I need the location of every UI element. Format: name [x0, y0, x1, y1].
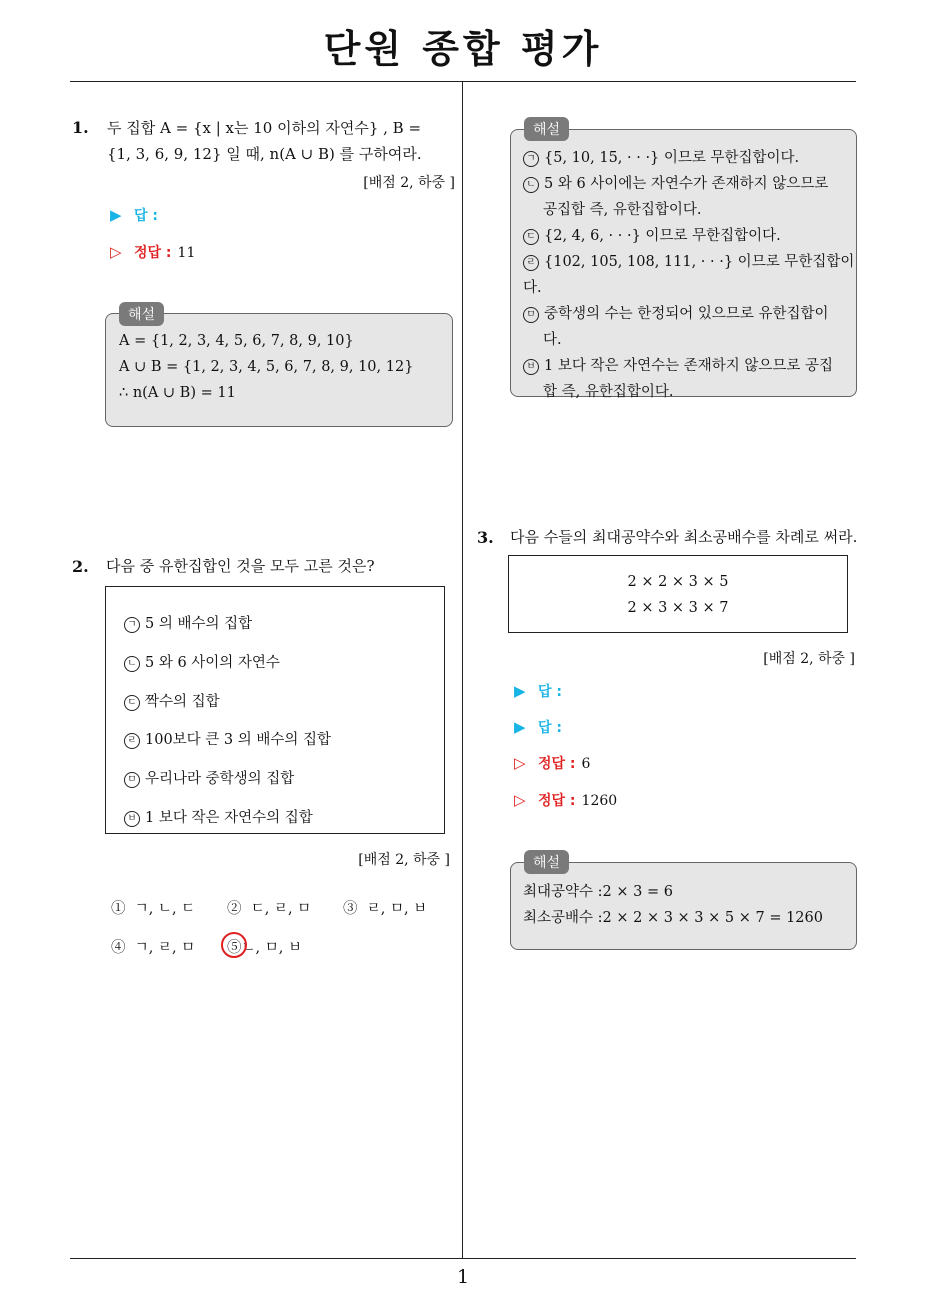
- q1-text-line1: 두 집합 A = {x | x는 10 이하의 자연수} , B =: [107, 119, 422, 137]
- q2-solution-line: 합 즉, 유한집합이다.: [543, 384, 674, 400]
- q2-solution-line: ㅂ 1 보다 작은 자연수는 존재하지 않으므로 공집: [523, 353, 856, 379]
- selected-choice-circle-icon: [221, 932, 247, 958]
- q2-solution-line: ㄴ 5 와 6 사이에는 자연수가 존재하지 않으므로: [523, 171, 856, 197]
- choice-3[interactable]: ③ ㄹ, ㅁ, ㅂ: [343, 901, 428, 917]
- q2-solution-box: [510, 129, 857, 400]
- q3-correct-value: 1260: [581, 793, 618, 809]
- q3-solution-box: [510, 862, 857, 950]
- q3-expression: 2 × 2 × 3 × 5: [627, 574, 729, 590]
- circled-letter-icon: ㄹ: [523, 255, 539, 271]
- q2-solution-tag: 해설: [524, 117, 569, 141]
- outline-triangle-icon: ▷: [514, 754, 526, 772]
- circled-letter-icon: ㄴ: [523, 177, 539, 193]
- q3-correct-row-1: [514, 753, 590, 773]
- q1-solution-line: A ∪ B = {1, 2, 3, 4, 5, 6, 7, 8, 9, 10, 12}: [119, 359, 414, 375]
- q2-items-box: [105, 586, 445, 834]
- q2-solution-line: 공집합 즉, 유한집합이다.: [543, 202, 702, 218]
- q3-answer-prompt: 답 :: [538, 684, 562, 700]
- q1-solution-line: A = {1, 2, 3, 4, 5, 6, 7, 8, 9, 10}: [119, 333, 354, 349]
- q2-item: ㅁ 우리나라 중학생의 집합: [124, 767, 294, 788]
- q2-number: 2.: [72, 557, 89, 576]
- q2-item: ㅂ 1 보다 작은 자연수의 집합: [124, 806, 313, 827]
- choice-1[interactable]: ① ㄱ, ㄴ, ㄷ: [111, 901, 196, 917]
- bottom-divider: [70, 1258, 856, 1259]
- q2-solution-line: ㄱ {5, 10, 15, · · ·} 이므로 무한집합이다.: [523, 145, 856, 171]
- q1-answer-prompt: 답 :: [134, 208, 158, 224]
- q3-answer-row-1[interactable]: [514, 681, 562, 701]
- q1-meta: [배점 2, 하중 ]: [363, 175, 455, 191]
- q3-answer-row-2[interactable]: [514, 717, 562, 737]
- column-divider: [462, 82, 463, 1258]
- q3-expression: 2 × 3 × 3 × 7: [627, 600, 729, 616]
- q2-meta: [배점 2, 하중 ]: [358, 852, 450, 868]
- q2-item: ㄴ 5 와 6 사이의 자연수: [124, 651, 280, 672]
- q2-solution-line: 다.: [543, 332, 562, 348]
- q1-correct-row: [110, 242, 195, 262]
- q3-solution-tag: 해설: [524, 850, 569, 874]
- circled-letter-icon: ㄷ: [124, 695, 140, 711]
- q1-number: 1.: [72, 118, 89, 137]
- q2-item: ㄱ 5 의 배수의 집합: [124, 612, 252, 633]
- q2-solution-line: ㄷ {2, 4, 6, · · ·} 이므로 무한집합이다.: [523, 223, 856, 249]
- q2-text: 다음 중 유한집합인 것을 모두 고른 것은?: [106, 557, 375, 575]
- page-title: 단원 종합 평가: [323, 27, 603, 71]
- choice-4[interactable]: ④ ㄱ, ㄹ, ㅁ: [111, 940, 196, 956]
- circled-letter-icon: ㅂ: [124, 811, 140, 827]
- outline-triangle-icon: ▷: [110, 243, 122, 261]
- q3-text: 다음 수들의 최대공약수와 최소공배수를 차례로 써라.: [510, 528, 858, 546]
- play-triangle-icon: ▶: [514, 718, 526, 736]
- play-triangle-icon: ▶: [514, 682, 526, 700]
- circled-letter-icon: ㅁ: [124, 772, 140, 788]
- q1-correct-value: 11: [177, 245, 196, 261]
- q1-solution-tag: 해설: [119, 302, 164, 326]
- circled-letter-icon: ㅂ: [523, 359, 539, 375]
- q3-correct-label: 정답 :: [538, 793, 576, 809]
- q2-solution-line: ㄹ {102, 105, 108, 111, · · ·} 이므로 무한집합이다.: [523, 254, 855, 296]
- q3-answer-prompt: 답 :: [538, 720, 562, 736]
- outline-triangle-icon: ▷: [514, 791, 526, 809]
- q1-answer-row[interactable]: [110, 205, 158, 225]
- circled-letter-icon: ㄴ: [124, 656, 140, 672]
- circled-letter-icon: ㄷ: [523, 229, 539, 245]
- q3-solution-line: 최소공배수 :2 × 2 × 3 × 3 × 5 × 7 = 1260: [523, 910, 823, 926]
- q3-expression-box: [508, 555, 848, 633]
- choice-2[interactable]: ② ㄷ, ㄹ, ㅁ: [227, 901, 312, 917]
- q2-item: ㄹ 100보다 큰 3 의 배수의 집합: [124, 728, 331, 749]
- q1-solution-box: [105, 313, 453, 427]
- top-divider: [70, 81, 856, 82]
- q1-correct-label: 정답 :: [134, 245, 172, 261]
- q3-correct-value: 6: [581, 756, 591, 772]
- q3-correct-row-2: [514, 790, 617, 810]
- circled-letter-icon: ㄱ: [523, 151, 539, 167]
- q1-text-line2: {1, 3, 6, 9, 12} 일 때, n(A ∪ B) 를 구하여라.: [107, 145, 422, 163]
- circled-letter-icon: ㄹ: [124, 733, 140, 749]
- play-triangle-icon: ▶: [110, 206, 122, 224]
- q3-solution-line: 최대공약수 :2 × 3 = 6: [523, 884, 673, 900]
- q3-number: 3.: [477, 528, 494, 547]
- circled-letter-icon: ㄱ: [124, 617, 140, 633]
- choice-5[interactable]: ⑤ㄴ, ㅁ, ㅂ: [227, 940, 302, 956]
- q3-correct-label: 정답 :: [538, 756, 576, 772]
- q2-item: ㄷ 짝수의 집합: [124, 690, 220, 711]
- circled-letter-icon: ㅁ: [523, 307, 539, 323]
- q2-solution-line: ㅁ 중학생의 수는 한정되어 있으므로 유한집합이: [523, 301, 856, 327]
- q3-meta: [배점 2, 하중 ]: [763, 651, 855, 667]
- page-number: 1: [456, 1266, 470, 1288]
- q1-solution-line: ∴ n(A ∪ B) = 11: [119, 385, 236, 401]
